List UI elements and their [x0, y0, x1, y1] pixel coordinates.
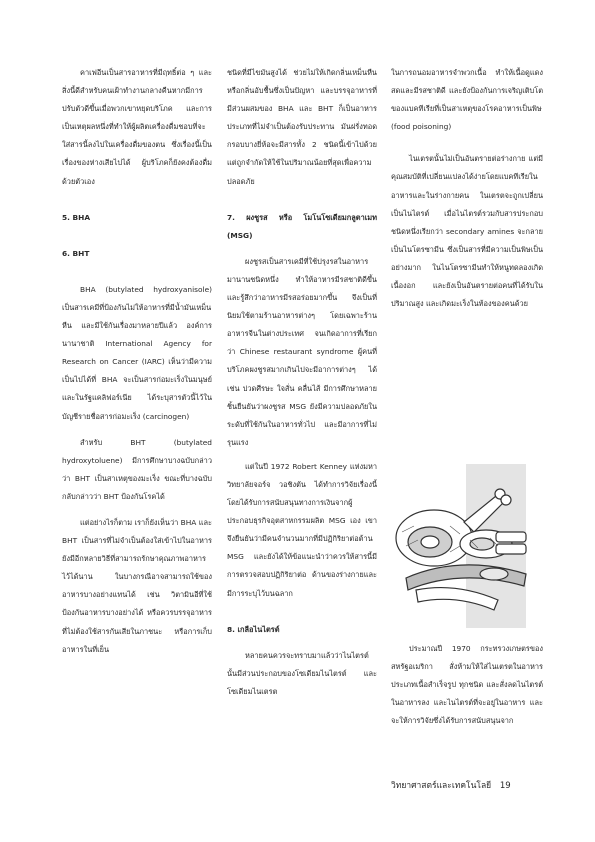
column-3-bottom [391, 640, 543, 730]
paragraph: ประมาณปี 1970 กระทรวงเกษตรของสหรัฐอเมริกา สั่งห้ามให้ใส่ไนเตรตในอาหารประเภทเนื้อสำเร็จรูป ทุกชนิด และสั่งลดไนไตรต์ในอาหารลง และไนไตรต์ที่จะอยู่ในอาหาร และจะให้การวิจัยซึ่งได้รับการสนับสนุนจาก [391, 644, 543, 726]
column-3 [391, 64, 543, 313]
paragraph: สำหรับ BHT (butylated hydroxytoluene) มีการศึกษาบางฉบับกล่าวว่า BHT เป็นสาเหตุของมะเร็ง ขณะที่บางฉบับกลับกล่าวว่า BHT ป้องกันโรคได้ [62, 437, 212, 501]
paragraph: ในการถนอมอาหารจำพวกเนื้อ ทำให้เนื้อดูแดงสดและมีรสชาติดี และยังป้องกันการเจริญเติบโตของแบคทีเรียที่เป็นสาเหตุของโรคอาหารเป็นพิษ (food poisoning) [391, 68, 543, 132]
page-number: 19 [499, 781, 511, 791]
column-2 [227, 64, 377, 701]
meat-drawing [386, 482, 536, 622]
paragraph: แต่อย่างไรก็ตาม เราก็ยังเห็นว่า BHA และ BHT เป็นสารที่ไม่จำเป็นต้องใส่เข้าไปในอาหาร ยังมีอีกหลายวิธีที่สามารถรักษาคุณภาพอาหารไว้ได้นาน ในบางกรณีอาจสามารถใช้ของอาหารบางอย่างแทนได้ เช่น วิตามินอีที่ใช้ป้องกันอาหารบางอย่างได้ หรือควรบรรจุอาหารที่ไม่ต้องใช้สารกันเสียในภาชนะ หรือการเก็บอาหารในที่เย็น [62, 517, 212, 654]
paragraph: คาเฟอีนเป็นสารอาหารที่มีฤทธิ์ต่อ ๆ และสิ่งนี้ดีสำหรับคนเฝ้าทำงานกลางคืนหากมีการปรับตัวดีขึ้นเมื่อพวกเขาหยุดบริโภค และการเป็นเหตุผลหนึ่งที่ทำให้ผู้ผลิตเครื่องดื่มชอบที่จะใส่สารนี้ลงไปในเครื่องดื่มของตน ซึ่งเรื่องนี้เป็นเรื่องของห่างเสียไปได้ ผู้บริโภคก็ยังคงต้องดื่มด้วยตัวเอง [62, 68, 212, 186]
page-footer [391, 778, 511, 792]
section-heading-bha: 5. BHA [62, 212, 91, 222]
processed-meat-illustration [386, 482, 536, 622]
paragraph: หลายคนควรจะทราบมาแล้วว่าไนไตรต์นั้นมีส่วนประกอบของโซเดียมไนไตรต์ และโซเดียมไนเตรต [227, 650, 377, 696]
paragraph: BHA (butylated hydroxyanisole) เป็นสารเคมีที่ป้องกันไม่ให้อาหารที่มีน้ำมันเหม็นหืน และมีใช้กันเรื่องมาหลายปีแล้ว องค์การนานาชาติ International Agency for Research on Cancer (IARC) เห็นว่ามีความเป็นไปได้ที่ BHA จะเป็นสารก่อมะเร็งในมนุษย์ และในรัฐแคลิฟอร์เนีย ได้ระบุสารตัวนี้ไว้ในบัญชีรายชื่อสารก่อมะเร็ง (carcinogen) [62, 284, 212, 421]
section-heading-bht: 6. BHT [62, 248, 90, 258]
paragraph: ไนเตรตนั้นไม่เป็นอันตรายต่อร่างกาย แต่มีคุณสมบัติที่เปลี่ยนแปลงได้ง่ายโดยแบคทีเรียในอาหารและในร่างกายคน ในเตรตจะถูกเปลี่ยนเป็นไนไตรต์ เมื่อไนไตรต์รวมกับสารประกอบชนิดหนึ่งเรียกว่า secondary amines จะกลายเป็นไนโตรซามีน ซึ่งเป็นสารที่มีความเป็นพิษเป็นอย่างมาก ในไนโตรซามีนทำให้หนูทดลองเกิดเนื้องอก และยังเป็นอันตรายต่อคนที่ได้รับในปริมาณสูง และเกิดมะเร็งในท้องของคนด้วย [391, 154, 543, 309]
paragraph: ผงชูรสเป็นสารเคมีที่ใช้ปรุงรสในอาหารมานานชนิดหนึ่ง ทำให้อาหารมีรสชาติดีขึ้น และรู้สึกว่าอาหารมีรสอร่อยมากขึ้น จึงเป็นที่นิยมใช้ตามร้านอาหารต่างๆ โดยเฉพาะร้านอาหารจีนในต่างประเทศ จนเกิดอาการที่เรียกว่า Chinese restaurant syndrome ผู้คนที่บริโภคผงชูรสมากเกินไปจะมีอาการต่างๆ ได้ เช่น ปวดศีรษะ ใจสั่น คลื่นไส้ มีการศึกษาหลายชิ้นยืนยันว่าผงชูรส MSG ยังมีความปลอดภัยในระดับที่ใช้กันในอาหารทั่วไป และมีอาการที่ไม่รุนแรง [227, 256, 377, 447]
section-heading-msg: 7. ผงชูรส หรือ โมโนโซเดียมกลูตาเมท (MSG) [227, 212, 377, 240]
section-heading-nitrite: 8. เกลือไนไตรต์ [227, 624, 280, 634]
paragraph: แต่ในปี 1972 Robert Kenney แห่งมหาวิทยาลัยจอร์จ วอชิงตัน ได้ทำการวิจัยเรื่องนี้โดยได้รับการสนับสนุนทางการเงินจากผู้ประกอบธุรกิจอุตสาหกรรมผลิต MSG เอง เขาจึงยืนยันว่ามีคนจำนวนมากที่มีปฏิกิริยาต่อต้าน MSG และยังได้ให้ข้อแนะนำว่าควรให้สารนี้มีการตรวจสอบปฏิกิริยาต่อ ด้านของร่างกายและมีการระบุไว้บนฉลาก [227, 461, 377, 598]
column-1 [62, 64, 212, 659]
paragraph: ชนิดที่มีไขมันสูงได้ ช่วยไม่ให้เกิดกลิ่นเหม็นหืน หรือกลิ่นอับชื้นซึ่งเป็นปัญหา และบรรจุอาหารที่มีส่วนผสมของ BHA และ BHT ก็เป็นอาหารประเภทที่ไม่จำเป็นต้องรับประทาน มันฝรั่งทอดกรอบบางยี่ห้อจะมีสารทั้ง 2 ชนิดนี้เข้าไปด้วย แต่ถูกจำกัดให้ใช้ในปริมาณน้อยที่สุดเพื่อความปลอดภัย [227, 68, 377, 186]
footer-title: วิทยาศาสตร์และเทคโนโลยี [391, 781, 492, 791]
